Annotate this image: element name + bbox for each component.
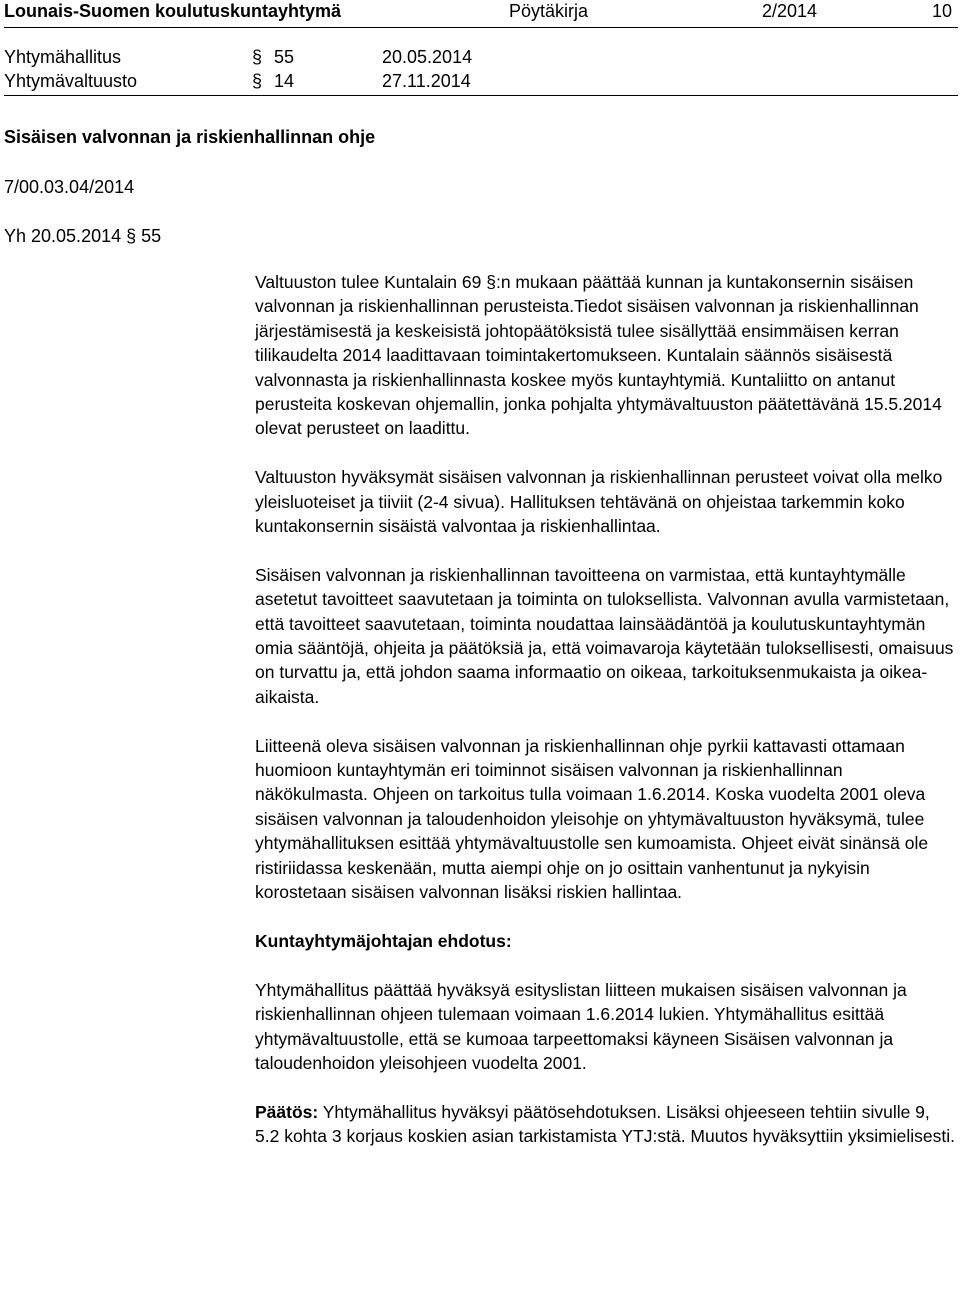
decision-text: Yhtymähallitus hyväksyi päätösehdotuksen. Lisäksi ohjeeseen tehtiin sivulle 9, 5.2 kohta 3 korjaus koskien asian tarkistamista YTJ:stä. Muutos hyväksyttiin yksimielisesti. — [255, 1101, 955, 1147]
organization-name: Lounais-Suomen koulutuskuntayhtymä — [4, 1, 342, 21]
meeting-reference — [4, 225, 161, 247]
meeting-section: 14 — [274, 71, 295, 91]
page-number: 10 — [931, 1, 952, 21]
meeting-list — [4, 45, 704, 93]
section-sign: § — [252, 47, 263, 67]
meeting-date: 27.11.2014 — [382, 71, 471, 91]
section-sign: § — [252, 71, 263, 91]
document-number: 2/2014 — [762, 1, 818, 21]
section-sign: § — [126, 226, 137, 246]
proposal-paragraph: Yhtymähallitus päättää hyväksyä esityslistan liitteen mukaisen sisäisen valvonnan ja riskienhallinnan ohjeen tulemaan voimaan 1.6.2014 lukien. Yhtymähallitus esittää yhtymävaltuustolle, että se kumoaa tarpeettomaksi käyneen Sisäisen valvonnan ja taloudenhoidon yleisohjeen vuodelta 2001. — [255, 979, 907, 1073]
body-paragraph: Valtuuston hyväksymät sisäisen valvonnan ja riskienhallinnan perusteet voivat olla melko yleisluoteiset ja tiiviit (2-4 sivua). Hallituksen tehtävänä on ohjeistaa tarkemmin koko kuntakonsernin sisäistä valvontaa ja riskienhallintaa. — [255, 467, 943, 537]
document-reference: 7/00.03.04/2014 — [4, 177, 135, 197]
decision-paragraph — [255, 1100, 957, 1149]
meeting-date: 20.05.2014 — [382, 47, 473, 67]
decision-label: Päätös: — [255, 1101, 319, 1122]
meeting-organ: Yhtymähallitus — [4, 47, 122, 67]
meeting-reference-section: 55 — [141, 226, 162, 246]
document-type: Pöytäkirja — [509, 1, 589, 21]
body-paragraph: Liitteenä oleva sisäisen valvonnan ja riskienhallinnan ohje pyrkii kattavasti ottamaan huomioon kuntayhtymän eri toiminnot sisäisen valvonnan ja riskienhallinnan näkökulmasta. Ohjeen on tarkoitus tulla voimaan 1.6.2014. Koska vuodelta 2001 oleva sisäisen valvonnan ja taloudenhoidon yleisohje on yhtymävaltuuston hyväksymä, tulee yhtymähallituksen esittää yhtymävaltuustolle sen kumoamista. Ohjeet eivät sinänsä ole ristiriidassa keskenään, mutta aiempi ohje on jo osittain vanhentunut ja nykyisin korostetaan sisäisen valvonnan lisäksi riskien hallintaa. — [255, 735, 929, 903]
page-header — [4, 0, 956, 24]
meeting-organ: Yhtymävaltuusto — [4, 71, 138, 91]
header-divider — [4, 27, 958, 28]
meeting-reference-prefix: Yh 20.05.2014 — [4, 226, 122, 246]
body-paragraph: Valtuuston tulee Kuntalain 69 §:n mukaan päättää kunnan ja kuntakonsernin sisäisen valvonnan ja riskienhallinnan perusteista.Tiedot sisäisen valvonnan ja riskienhallinnan järjestämisestä ja keskeisistä johtopäätöksistä tulee sisällyttää ensimmäisen kerran tilikaudelta 2014 laadittavaan toimintakertomukseen. Kuntalain säännös sisäisestä valvonnasta ja riskienhallinnasta koskee myös kuntayhtymiä. Kuntaliitto on antanut perusteita koskevan ohjemallin, jonka pohjalta yhtymävaltuuston päätettävänä 15.5.2014 olevat perusteet on laadittu. — [255, 272, 942, 439]
meetings-divider — [4, 95, 958, 96]
proposal-heading: Kuntayhtymäjohtajan ehdotus: — [255, 930, 512, 951]
body-paragraph: Sisäisen valvonnan ja riskienhallinnan tavoitteena on varmistaa, että kuntayhtymälle asetetut tavoitteet saavutetaan ja toiminta on tuloksellista. Valvonnan avulla varmistetaan, että tavoitteet saavutetaan, toiminta noudattaa lainsäädäntöä ja koulutuskuntayhtymän omia sääntöjä, ohjeita ja päätöksiä ja, että voimavaroja käytetään tuloksellisesti, omaisuus on turvattu ja, että johdon saama informaatio on oikeaa, tarkoituksenmukaista ja oikea-aikaista. — [255, 564, 954, 707]
meeting-row — [4, 45, 704, 69]
document-title: Sisäisen valvonnan ja riskienhallinnan ohje — [4, 127, 376, 147]
protocol-body — [255, 270, 957, 1173]
meeting-section: 55 — [274, 47, 295, 67]
meeting-row — [4, 69, 704, 93]
